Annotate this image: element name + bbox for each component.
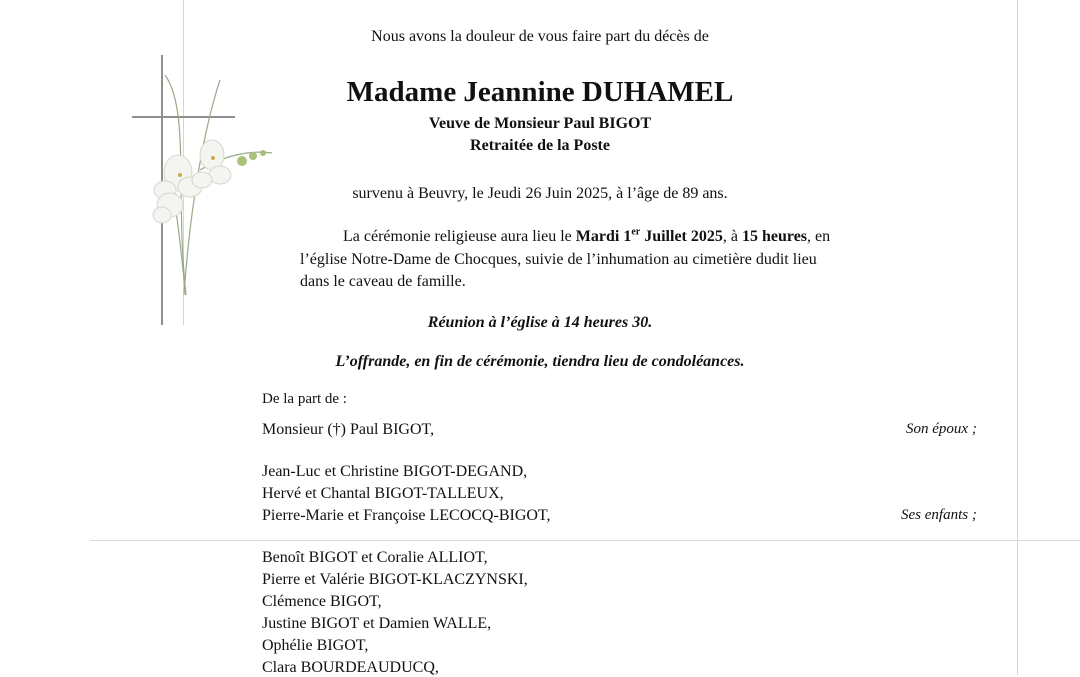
grandchild-name: Clémence BIGOT, bbox=[262, 593, 382, 610]
spouse-name: Monsieur (†) Paul BIGOT, bbox=[262, 421, 435, 438]
death-notice: survenu à Beuvry, le Jeudi 26 Juin 2025, à l’âge de 89 ans. bbox=[352, 185, 728, 202]
ceremony-time: 15 heures bbox=[741, 228, 808, 245]
spouse-role: Son époux ; bbox=[906, 421, 977, 437]
ceremony-line-3: dans le caveau de famille. bbox=[300, 273, 466, 290]
ceremony-day: Mardi 1er Juillet 2025 bbox=[575, 226, 723, 245]
grandchild-name: Benoît BIGOT et Coralie ALLIOT, bbox=[262, 549, 488, 566]
child-name: Hervé et Chantal BIGOT-TALLEUX, bbox=[262, 485, 504, 502]
grandchild-name: Justine BIGOT et Damien WALLE, bbox=[262, 615, 492, 632]
child-name: Pierre-Marie et Françoise LECOCQ-BIGOT, bbox=[262, 507, 551, 524]
grandchild-name: Clara BOURDEAUDUCQ, bbox=[262, 659, 439, 676]
widow-of-line: Veuve de Monsieur Paul BIGOT bbox=[428, 115, 652, 132]
children-role: Ses enfants ; bbox=[901, 507, 977, 523]
ceremony-prefix: La cérémonie religieuse aura lieu le bbox=[343, 228, 576, 245]
occupation-line: Retraitée de la Poste bbox=[470, 137, 610, 154]
from-label: De la part de : bbox=[262, 391, 347, 407]
ceremony-sep: , à bbox=[722, 228, 742, 245]
page-fold-line bbox=[90, 540, 1080, 541]
deceased-name: Madame Jeannine DUHAMEL bbox=[346, 76, 734, 108]
grandchild-name: Pierre et Valérie BIGOT-KLACZYNSKI, bbox=[262, 571, 528, 588]
ceremony-line-1 bbox=[343, 228, 830, 246]
intro-line: Nous avons la douleur de vous faire part du décès de bbox=[371, 28, 709, 45]
grandchild-name: Ophélie BIGOT, bbox=[262, 637, 369, 654]
meeting-line: Réunion à l’église à 14 heures 30. bbox=[427, 314, 653, 331]
child-name: Jean-Luc et Christine BIGOT-DEGAND, bbox=[262, 463, 528, 480]
ceremony-suffix: , en bbox=[807, 228, 831, 245]
ceremony-line-2: l’église Notre-Dame de Chocques, suivie de l’inhumation au cimetière dudit lieu bbox=[300, 251, 817, 268]
offering-line: L’offrande, en fin de cérémonie, tiendra lieu de condoléances. bbox=[335, 353, 745, 370]
